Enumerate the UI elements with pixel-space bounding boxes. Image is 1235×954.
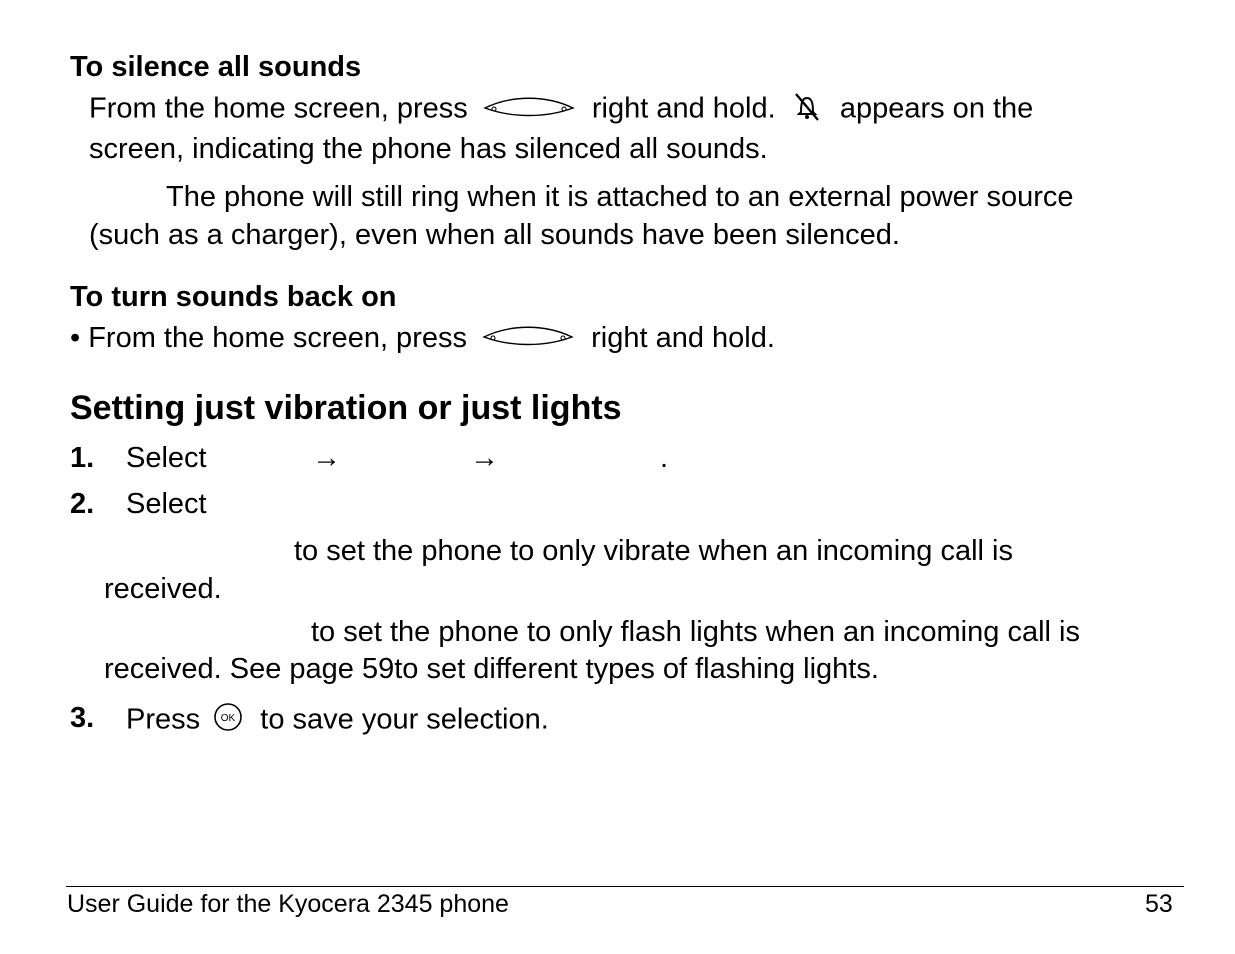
bullet: • bbox=[70, 322, 81, 354]
silent-bell-icon bbox=[792, 90, 822, 130]
footer-divider bbox=[66, 886, 1184, 887]
option-vibrate-line-2: received. bbox=[104, 573, 222, 605]
footer-title: User Guide for the Kyocera 2345 phone bbox=[67, 890, 509, 918]
note-line-2: (such as a charger), even when all sounds have been silenced. bbox=[89, 219, 900, 251]
note-line-1: The phone will still ring when it is attached to an external power source bbox=[166, 181, 1074, 213]
step-1-arrow-2: → bbox=[470, 442, 499, 474]
step-1-arrow-1: → bbox=[312, 442, 341, 474]
right-softkey-icon bbox=[481, 322, 575, 356]
vibration-heading: Setting just vibration or just lights bbox=[70, 389, 622, 427]
step-1-number: 1. bbox=[70, 442, 95, 474]
step-3-number: 3. bbox=[70, 702, 95, 734]
silence-line-2: screen, indicating the phone has silenced all sounds. bbox=[89, 133, 768, 165]
sounds-on-line-a: From the home screen, press bbox=[88, 322, 467, 354]
step-1-text: Select bbox=[126, 442, 207, 474]
step-3-text-b: to save your selection. bbox=[260, 703, 549, 736]
ok-button-icon bbox=[212, 701, 244, 741]
step-3-text-a: Press bbox=[126, 703, 201, 736]
sounds-on-heading: To turn sounds back on bbox=[70, 281, 397, 313]
svg-text:OK: OK bbox=[220, 713, 236, 724]
option-lights-line-1: to set the phone to only flash lights when an incoming call is bbox=[311, 616, 1080, 648]
page-number: 53 bbox=[1145, 890, 1173, 918]
sounds-on-line bbox=[70, 321, 775, 356]
option-vibrate-line-1: to set the phone to only vibrate when an incoming call is bbox=[294, 535, 1013, 567]
silence-line-1c: appears on the bbox=[839, 92, 1034, 125]
silence-heading: To silence all sounds bbox=[70, 51, 362, 83]
step-3-text bbox=[126, 701, 549, 741]
silence-line-1 bbox=[89, 90, 1033, 130]
silence-line-1a: From the home screen, press bbox=[89, 92, 468, 125]
option-lights-line-2: received. See page 59to set different types of flashing lights. bbox=[104, 653, 879, 685]
silence-line-1b: right and hold. bbox=[591, 92, 776, 125]
step-2-text: Select bbox=[126, 488, 207, 520]
sounds-on-line-b: right and hold. bbox=[591, 322, 775, 354]
step-1-end: . bbox=[660, 442, 669, 474]
right-softkey-icon bbox=[482, 93, 576, 127]
step-2-number: 2. bbox=[70, 488, 95, 520]
